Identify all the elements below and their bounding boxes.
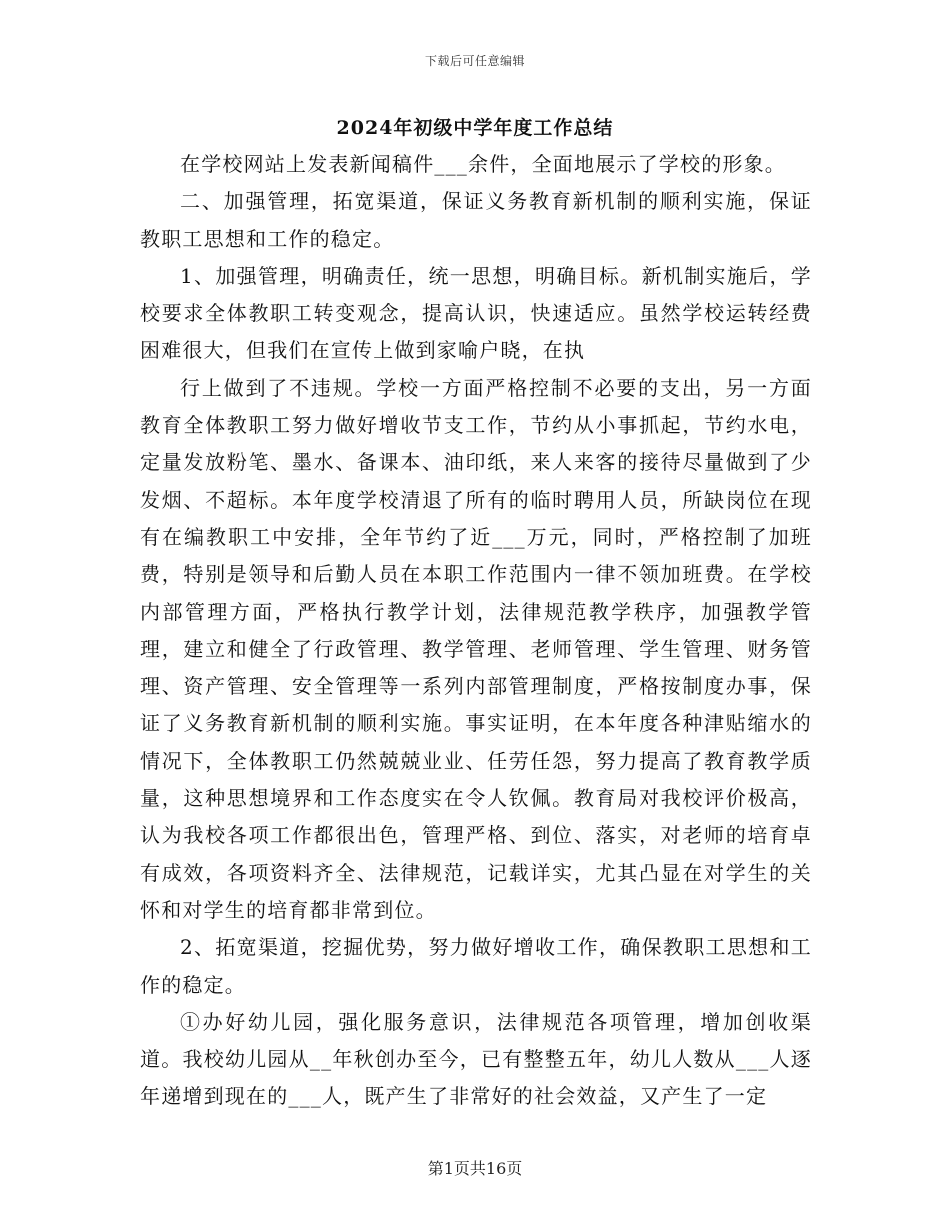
page-indicator: 第1页共16页: [427, 1159, 523, 1178]
paragraph: 2、拓宽渠道，挖掘优势，努力做好增收工作，确保教职工思想和工作的稳定。: [140, 935, 812, 997]
header-note: 下载后可任意编辑: [424, 54, 525, 68]
paragraph: 行上做到了不违规。学校一方面严格控制不必要的支出，另一方面教育全体教职工努力做好增收节支工作，节约从小事抓起，节约水电，定量发放粉笔、墨水、备课本、油印纸，来人来客的接待尽量做到了少发烟、不超标。本年度学校清退了所有的临时聘用人员，所缺岗位在现有在编教职工中安排，全年节约了近___万元，同时，严格控制了加班费，特别是领导和后勤人员在本职工作范围内一律不领加班费。在学校内部管理方面，严格执行教学计划，法律规范教学秩序，加强教学管理，建立和健全了行政管理、教学管理、老师管理、学生管理、财务管理、资产管理、安全管理等一系列内部管理制度，严格按制度办事，保证了义务教育新机制的顺利实施。事实证明，在本年度各种津贴缩水的情况下，全体教职工仍然兢兢业业、任劳任怨，努力提高了教育教学质量，这种思想境界和工作态度实在令人钦佩。教育局对我校评价极高，认为我校各项工作都很出色，管理严格、到位、落实，对老师的培育卓有成效，各项资料齐全、法律规范，记载详实，尤其凸显在对学生的关怀和对学生的培育都非常到位。: [140, 375, 812, 922]
paragraph: 1、加强管理，明确责任，统一思想，明确目标。新机制实施后，学校要求全体教职工转变观念，提高认识，快速适应。虽然学校运转经费困难很大，但我们在宣传上做到家喻户晓，在执: [140, 263, 812, 363]
paragraph: 二、加强管理，拓宽渠道，保证义务教育新机制的顺利实施，保证教职工思想和工作的稳定。: [140, 189, 812, 251]
document-title: 2024年初级中学年度工作总结: [336, 117, 614, 139]
document-body: [140, 146, 812, 1116]
paragraph: 在学校网站上发表新闻稿件___余件，全面地展示了学校的形象。: [180, 152, 786, 176]
paragraph: ①办好幼儿园，强化服务意识，法律规范各项管理，增加创收渠道。我校幼儿园从__年秋创办至今，已有整整五年，幼儿人数从___人逐年递增到现在的___人，既产生了非常好的社会效益，又产生了一定: [140, 1009, 812, 1109]
